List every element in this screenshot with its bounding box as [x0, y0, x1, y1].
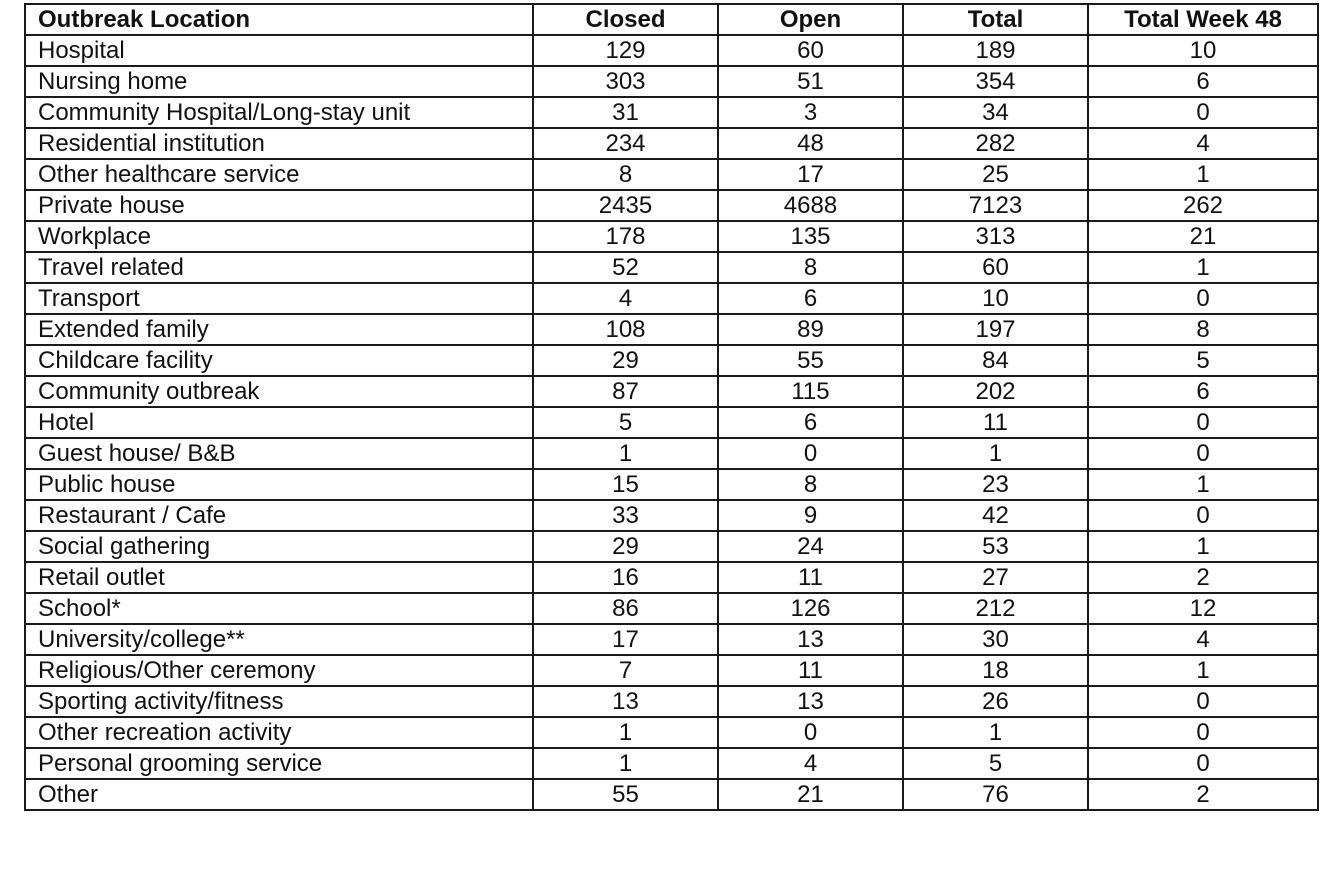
closed-cell: 5: [533, 407, 718, 438]
total-cell: 212: [903, 593, 1088, 624]
total-week-48-cell: 1: [1088, 531, 1318, 562]
closed-cell: 33: [533, 500, 718, 531]
location-cell: Other healthcare service: [25, 159, 533, 190]
table-row: [25, 779, 1318, 810]
closed-cell: 108: [533, 314, 718, 345]
table-row: [25, 562, 1318, 593]
open-cell: 6: [718, 407, 903, 438]
closed-cell: 1: [533, 748, 718, 779]
open-cell: 24: [718, 531, 903, 562]
location-cell: Sporting activity/fitness: [25, 686, 533, 717]
total-cell: 25: [903, 159, 1088, 190]
closed-cell: 13: [533, 686, 718, 717]
location-cell: Social gathering: [25, 531, 533, 562]
total-cell: 76: [903, 779, 1088, 810]
closed-cell: 1: [533, 717, 718, 748]
table-row: [25, 438, 1318, 469]
open-cell: 13: [718, 624, 903, 655]
open-cell: 115: [718, 376, 903, 407]
header-total: Total: [903, 4, 1088, 35]
open-cell: 3: [718, 97, 903, 128]
closed-cell: 15: [533, 469, 718, 500]
table-row: [25, 748, 1318, 779]
location-cell: Community outbreak: [25, 376, 533, 407]
table-row: [25, 345, 1318, 376]
table-row: [25, 66, 1318, 97]
open-cell: 13: [718, 686, 903, 717]
total-cell: 7123: [903, 190, 1088, 221]
outbreak-location-table: [24, 3, 1319, 811]
closed-cell: 8: [533, 159, 718, 190]
header-total-week-48: Total Week 48: [1088, 4, 1318, 35]
open-cell: 9: [718, 500, 903, 531]
location-cell: Religious/Other ceremony: [25, 655, 533, 686]
table-row: [25, 190, 1318, 221]
closed-cell: 178: [533, 221, 718, 252]
table-row: [25, 314, 1318, 345]
total-week-48-cell: 0: [1088, 717, 1318, 748]
open-cell: 11: [718, 562, 903, 593]
table-row: [25, 407, 1318, 438]
header-outbreak-location: Outbreak Location: [25, 4, 533, 35]
location-cell: Hospital: [25, 35, 533, 66]
table-row: [25, 128, 1318, 159]
closed-cell: 55: [533, 779, 718, 810]
total-week-48-cell: 2: [1088, 779, 1318, 810]
location-cell: Other: [25, 779, 533, 810]
table-row: [25, 221, 1318, 252]
location-cell: University/college**: [25, 624, 533, 655]
total-cell: 30: [903, 624, 1088, 655]
total-week-48-cell: 262: [1088, 190, 1318, 221]
closed-cell: 86: [533, 593, 718, 624]
closed-cell: 1: [533, 438, 718, 469]
open-cell: 11: [718, 655, 903, 686]
total-week-48-cell: 6: [1088, 376, 1318, 407]
total-cell: 313: [903, 221, 1088, 252]
closed-cell: 52: [533, 252, 718, 283]
open-cell: 60: [718, 35, 903, 66]
closed-cell: 16: [533, 562, 718, 593]
total-week-48-cell: 6: [1088, 66, 1318, 97]
open-cell: 21: [718, 779, 903, 810]
total-week-48-cell: 5: [1088, 345, 1318, 376]
total-cell: 197: [903, 314, 1088, 345]
table-row: [25, 531, 1318, 562]
open-cell: 8: [718, 469, 903, 500]
location-cell: Personal grooming service: [25, 748, 533, 779]
total-cell: 34: [903, 97, 1088, 128]
total-cell: 23: [903, 469, 1088, 500]
table-row: [25, 655, 1318, 686]
total-cell: 27: [903, 562, 1088, 593]
open-cell: 4: [718, 748, 903, 779]
total-week-48-cell: 1: [1088, 655, 1318, 686]
total-cell: 354: [903, 66, 1088, 97]
total-week-48-cell: 0: [1088, 686, 1318, 717]
closed-cell: 17: [533, 624, 718, 655]
total-week-48-cell: 0: [1088, 438, 1318, 469]
total-week-48-cell: 0: [1088, 97, 1318, 128]
open-cell: 0: [718, 438, 903, 469]
table-row: [25, 469, 1318, 500]
closed-cell: 7: [533, 655, 718, 686]
location-cell: Community Hospital/Long-stay unit: [25, 97, 533, 128]
total-cell: 53: [903, 531, 1088, 562]
closed-cell: 31: [533, 97, 718, 128]
table-header-row: [25, 4, 1318, 35]
open-cell: 17: [718, 159, 903, 190]
total-week-48-cell: 1: [1088, 252, 1318, 283]
total-week-48-cell: 4: [1088, 128, 1318, 159]
total-week-48-cell: 0: [1088, 748, 1318, 779]
location-cell: Hotel: [25, 407, 533, 438]
total-week-48-cell: 4: [1088, 624, 1318, 655]
total-cell: 1: [903, 438, 1088, 469]
table-row: [25, 500, 1318, 531]
location-cell: Childcare facility: [25, 345, 533, 376]
location-cell: Guest house/ B&B: [25, 438, 533, 469]
location-cell: Private house: [25, 190, 533, 221]
location-cell: Restaurant / Cafe: [25, 500, 533, 531]
open-cell: 4688: [718, 190, 903, 221]
total-cell: 26: [903, 686, 1088, 717]
open-cell: 135: [718, 221, 903, 252]
location-cell: School*: [25, 593, 533, 624]
total-week-48-cell: 2: [1088, 562, 1318, 593]
total-week-48-cell: 0: [1088, 283, 1318, 314]
open-cell: 48: [718, 128, 903, 159]
location-cell: Transport: [25, 283, 533, 314]
table-row: [25, 35, 1318, 66]
total-cell: 5: [903, 748, 1088, 779]
table-row: [25, 624, 1318, 655]
total-cell: 11: [903, 407, 1088, 438]
table-row: [25, 252, 1318, 283]
table-row: [25, 686, 1318, 717]
total-week-48-cell: 0: [1088, 500, 1318, 531]
closed-cell: 29: [533, 531, 718, 562]
open-cell: 51: [718, 66, 903, 97]
total-week-48-cell: 21: [1088, 221, 1318, 252]
open-cell: 6: [718, 283, 903, 314]
total-cell: 1: [903, 717, 1088, 748]
closed-cell: 87: [533, 376, 718, 407]
location-cell: Extended family: [25, 314, 533, 345]
total-cell: 282: [903, 128, 1088, 159]
closed-cell: 303: [533, 66, 718, 97]
location-cell: Public house: [25, 469, 533, 500]
total-week-48-cell: 10: [1088, 35, 1318, 66]
open-cell: 89: [718, 314, 903, 345]
open-cell: 0: [718, 717, 903, 748]
total-week-48-cell: 12: [1088, 593, 1318, 624]
total-week-48-cell: 1: [1088, 159, 1318, 190]
header-open: Open: [718, 4, 903, 35]
total-week-48-cell: 1: [1088, 469, 1318, 500]
total-cell: 18: [903, 655, 1088, 686]
table-row: [25, 97, 1318, 128]
closed-cell: 234: [533, 128, 718, 159]
open-cell: 126: [718, 593, 903, 624]
header-closed: Closed: [533, 4, 718, 35]
open-cell: 55: [718, 345, 903, 376]
open-cell: 8: [718, 252, 903, 283]
location-cell: Other recreation activity: [25, 717, 533, 748]
location-cell: Residential institution: [25, 128, 533, 159]
total-cell: 60: [903, 252, 1088, 283]
table-row: [25, 376, 1318, 407]
total-cell: 42: [903, 500, 1088, 531]
closed-cell: 2435: [533, 190, 718, 221]
location-cell: Retail outlet: [25, 562, 533, 593]
table-row: [25, 159, 1318, 190]
table-row: [25, 593, 1318, 624]
location-cell: Workplace: [25, 221, 533, 252]
total-week-48-cell: 0: [1088, 407, 1318, 438]
total-cell: 202: [903, 376, 1088, 407]
table-body: [25, 35, 1318, 810]
closed-cell: 129: [533, 35, 718, 66]
total-cell: 189: [903, 35, 1088, 66]
total-cell: 84: [903, 345, 1088, 376]
total-week-48-cell: 8: [1088, 314, 1318, 345]
location-cell: Nursing home: [25, 66, 533, 97]
table-row: [25, 283, 1318, 314]
total-cell: 10: [903, 283, 1088, 314]
closed-cell: 4: [533, 283, 718, 314]
closed-cell: 29: [533, 345, 718, 376]
location-cell: Travel related: [25, 252, 533, 283]
table-row: [25, 717, 1318, 748]
